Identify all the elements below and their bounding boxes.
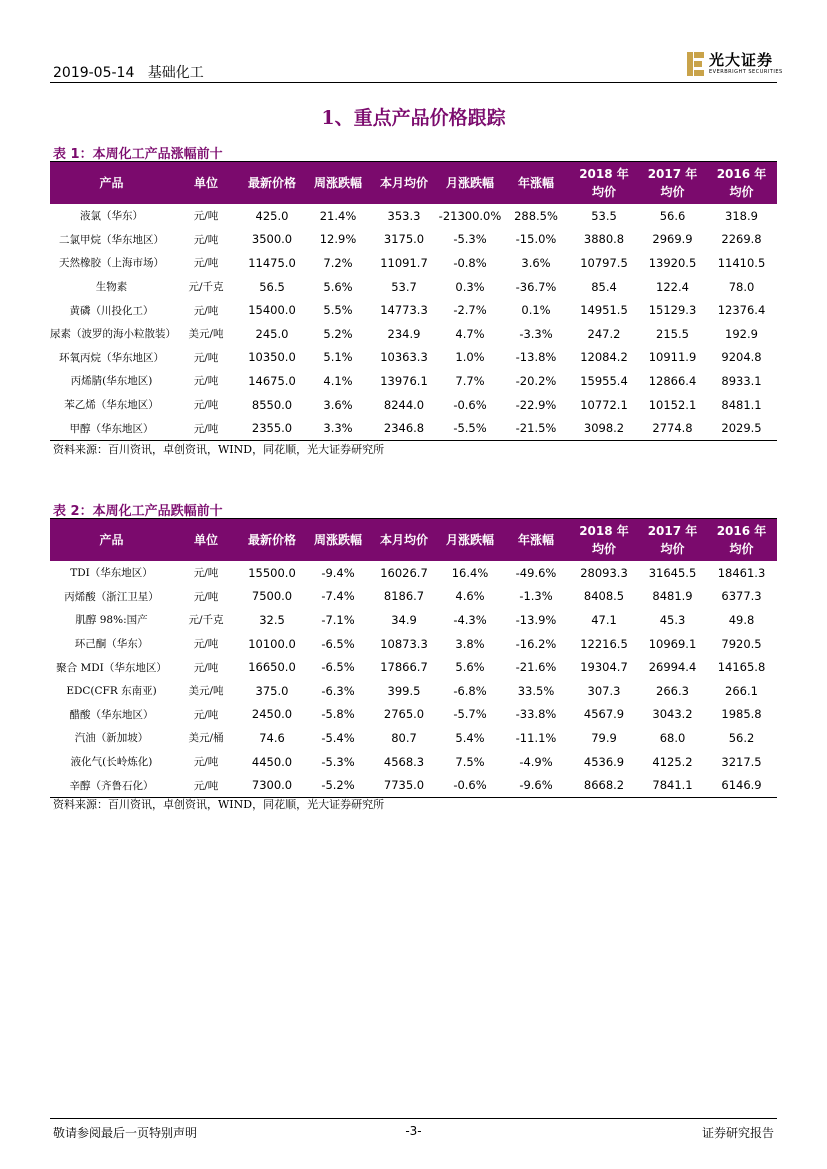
- value-cell: 4125.2: [652, 754, 693, 769]
- table-row: [50, 585, 777, 609]
- value-cell: -6.3%: [321, 683, 355, 698]
- table-row: [50, 322, 777, 346]
- table2: [50, 519, 777, 798]
- value-cell: 3217.5: [721, 754, 762, 769]
- unit-cell: 元/吨: [193, 590, 219, 603]
- value-cell: 12084.2: [580, 350, 628, 365]
- table-row: [50, 655, 777, 679]
- table-row: [50, 726, 777, 750]
- unit-cell: 元/吨: [193, 567, 219, 580]
- value-cell: -36.7%: [515, 279, 557, 294]
- value-cell: 215.5: [656, 326, 689, 341]
- product-cell: 尿素（波罗的海小粒散装）: [50, 328, 176, 341]
- column-header: 月涨跌幅: [437, 162, 503, 204]
- column-header: 周涨跌幅: [305, 162, 371, 204]
- value-cell: 10152.1: [648, 397, 697, 412]
- table-row: [50, 369, 777, 393]
- value-cell: 47.1: [591, 612, 617, 627]
- column-header: 最新价格: [239, 519, 305, 561]
- value-cell: -6.5%: [321, 636, 355, 651]
- value-cell: 12.9%: [319, 232, 357, 247]
- product-cell: 丙烯酸（浙江卫星）: [64, 590, 159, 603]
- value-cell: 49.8: [728, 612, 755, 627]
- value-cell: 3175.0: [383, 232, 425, 247]
- value-cell: 8408.5: [583, 589, 625, 604]
- value-cell: -21.5%: [503, 416, 569, 440]
- column-header: 产品: [50, 162, 173, 204]
- value-cell: 10911.9: [648, 350, 697, 365]
- footer-divider: [50, 1118, 777, 1119]
- value-cell: 18461.3: [717, 565, 766, 580]
- value-cell: 8244.0: [383, 397, 425, 412]
- column-header: 2018 年 均价: [569, 519, 639, 561]
- column-header: 产品: [50, 519, 173, 561]
- product-cell: 苯乙烯（华东地区）: [64, 399, 159, 412]
- value-cell: 4.1%: [323, 373, 353, 388]
- value-cell: -6.5%: [321, 660, 355, 675]
- logo-icon: [687, 52, 705, 76]
- value-cell: 3880.8: [583, 232, 625, 247]
- value-cell: 4.6%: [455, 589, 485, 604]
- value-cell: 12376.4: [717, 303, 766, 318]
- value-cell: 2029.5: [706, 416, 777, 440]
- value-cell: -11.1%: [515, 730, 557, 745]
- value-cell: 266.3: [656, 683, 689, 698]
- unit-cell: 美元/桶: [188, 732, 224, 745]
- value-cell: 79.9: [591, 730, 617, 745]
- table-row: [50, 416, 777, 440]
- value-cell: 8481.9: [652, 589, 693, 604]
- value-cell: 0.1%: [521, 303, 551, 318]
- value-cell: 8550.0: [251, 397, 293, 412]
- value-cell: -6.8%: [453, 683, 487, 698]
- column-header: 单位: [173, 162, 239, 204]
- value-cell: -0.6%: [453, 397, 487, 412]
- disclaimer-note: 敬请参阅最后一页特别声明: [53, 1126, 198, 1140]
- value-cell: 4450.0: [251, 754, 293, 769]
- value-cell: -7.1%: [321, 612, 355, 627]
- value-cell: 15955.4: [580, 373, 628, 388]
- value-cell: 2969.9: [652, 232, 693, 247]
- table-row: [50, 679, 777, 703]
- value-cell: -5.2%: [305, 773, 371, 797]
- product-cell: 天然橡胶（上海市场）: [59, 257, 164, 270]
- value-cell: -16.2%: [515, 636, 557, 651]
- value-cell: 8481.1: [721, 397, 762, 412]
- value-cell: 1.0%: [455, 350, 485, 365]
- unit-cell: 元/吨: [193, 257, 219, 270]
- value-cell: 12866.4: [648, 373, 697, 388]
- report-sector: 基础化工: [147, 65, 204, 81]
- table-row: [50, 750, 777, 774]
- value-cell: 12216.5: [580, 636, 628, 651]
- brand-logo: [687, 50, 783, 78]
- value-cell: 10772.1: [580, 397, 628, 412]
- value-cell: 31645.5: [648, 565, 697, 580]
- value-cell: 7735.0: [371, 773, 437, 797]
- value-cell: -4.3%: [453, 612, 487, 627]
- product-cell: 聚合 MDI（华东地区）: [56, 661, 167, 674]
- table1-header-row: [50, 162, 777, 204]
- value-cell: 28093.3: [580, 565, 628, 580]
- unit-cell: 元/吨: [193, 638, 219, 651]
- value-cell: 425.0: [255, 208, 289, 223]
- value-cell: -15.0%: [515, 232, 557, 247]
- product-cell: 黄磷（川投化工）: [69, 304, 154, 317]
- value-cell: -2.7%: [453, 303, 487, 318]
- value-cell: 14773.3: [380, 303, 428, 318]
- value-cell: -9.6%: [503, 773, 569, 797]
- table2-source: 资料来源：百川资讯，卓创资讯，WIND，同花顺，光大证券研究所: [53, 798, 385, 811]
- unit-cell: 元/吨: [193, 399, 219, 412]
- value-cell: -13.9%: [515, 612, 557, 627]
- value-cell: 2346.8: [371, 416, 437, 440]
- value-cell: -20.2%: [515, 373, 557, 388]
- value-cell: 19304.7: [580, 660, 628, 675]
- table-row: [50, 275, 777, 299]
- value-cell: 78.0: [728, 279, 755, 294]
- value-cell: 5.6%: [323, 279, 353, 294]
- value-cell: 32.5: [259, 612, 285, 627]
- logo-english: EVERBRIGHT SECURITIES: [709, 69, 783, 75]
- unit-cell: 元/吨: [193, 351, 219, 364]
- value-cell: 234.9: [387, 326, 421, 341]
- value-cell: -5.5%: [437, 416, 503, 440]
- value-cell: 247.2: [587, 326, 621, 341]
- unit-cell: 元/吨: [193, 661, 219, 674]
- column-header: 2018 年 均价: [569, 162, 639, 204]
- value-cell: 14165.8: [717, 660, 766, 675]
- value-cell: 8186.7: [383, 589, 425, 604]
- value-cell: -21300.0%: [438, 208, 502, 223]
- value-cell: 3.8%: [455, 636, 485, 651]
- value-cell: 122.4: [656, 279, 689, 294]
- value-cell: 16650.0: [248, 660, 296, 675]
- column-header: 2016 年 均价: [706, 162, 777, 204]
- value-cell: 80.7: [391, 730, 417, 745]
- value-cell: 9204.8: [721, 350, 762, 365]
- value-cell: 7920.5: [721, 636, 762, 651]
- value-cell: 15129.3: [648, 303, 697, 318]
- value-cell: 15500.0: [248, 565, 296, 580]
- unit-cell: 元/吨: [173, 773, 239, 797]
- value-cell: 192.9: [725, 326, 758, 341]
- value-cell: 53.5: [591, 208, 617, 223]
- column-header: 2016 年 均价: [706, 519, 777, 561]
- unit-cell: 元/吨: [193, 375, 219, 388]
- product-cell: 醋酸（华东地区）: [69, 708, 154, 721]
- value-cell: 375.0: [255, 683, 289, 698]
- column-header: 2017 年 均价: [639, 162, 706, 204]
- product-cell: 辛醇（齐鲁石化）: [50, 773, 173, 797]
- value-cell: 266.1: [725, 683, 758, 698]
- value-cell: 10363.3: [380, 350, 428, 365]
- table-row: [50, 561, 777, 585]
- value-cell: 3.6%: [521, 255, 551, 270]
- header-divider: [50, 82, 777, 83]
- product-cell: 甲醇（华东地区）: [50, 416, 173, 440]
- value-cell: -33.8%: [515, 707, 557, 722]
- value-cell: 307.3: [587, 683, 621, 698]
- column-header: 年涨幅: [503, 162, 569, 204]
- unit-cell: 元/吨: [173, 416, 239, 440]
- value-cell: -0.6%: [437, 773, 503, 797]
- value-cell: 6146.9: [706, 773, 777, 797]
- value-cell: 56.5: [259, 279, 285, 294]
- table1-caption: 表 1：本周化工产品涨幅前十: [53, 147, 223, 162]
- value-cell: 15400.0: [248, 303, 296, 318]
- product-cell: 汽油（新加坡）: [74, 732, 149, 745]
- table1-body: [50, 204, 777, 440]
- value-cell: -1.3%: [519, 589, 553, 604]
- value-cell: 34.9: [391, 612, 417, 627]
- value-cell: 33.5%: [517, 683, 555, 698]
- table-row: [50, 298, 777, 322]
- column-header: 本月均价: [371, 519, 437, 561]
- value-cell: 4567.9: [583, 707, 625, 722]
- value-cell: 2355.0: [239, 416, 305, 440]
- value-cell: 53.7: [391, 279, 417, 294]
- value-cell: -21.6%: [515, 660, 557, 675]
- table1-source: 资料来源：百川资讯，卓创资讯，WIND，同花顺，光大证券研究所: [53, 443, 385, 456]
- report-header: [53, 62, 204, 82]
- value-cell: 13976.1: [380, 373, 428, 388]
- table-row: [50, 773, 777, 797]
- value-cell: -49.6%: [515, 565, 557, 580]
- value-cell: 56.6: [659, 208, 686, 223]
- value-cell: -13.8%: [515, 350, 557, 365]
- value-cell: -0.8%: [453, 255, 487, 270]
- product-cell: 环氧丙烷（华东地区）: [59, 351, 164, 364]
- value-cell: -7.4%: [321, 589, 355, 604]
- product-cell: 丙烯腈(华东地区): [70, 375, 153, 388]
- table2-body: [50, 561, 777, 797]
- column-header: 月涨跌幅: [437, 519, 503, 561]
- table-row: [50, 228, 777, 252]
- table-row: [50, 393, 777, 417]
- value-cell: -5.8%: [321, 707, 355, 722]
- value-cell: 11410.5: [717, 255, 766, 270]
- unit-cell: 元/吨: [193, 304, 219, 317]
- value-cell: 17866.7: [380, 660, 428, 675]
- value-cell: 11091.7: [380, 255, 428, 270]
- value-cell: 14675.0: [248, 373, 296, 388]
- value-cell: 5.2%: [323, 326, 353, 341]
- unit-cell: 元/千克: [188, 281, 224, 294]
- value-cell: 1985.8: [721, 707, 762, 722]
- product-cell: 生物素: [95, 281, 128, 294]
- value-cell: 7300.0: [239, 773, 305, 797]
- value-cell: 2269.8: [721, 232, 762, 247]
- unit-cell: 元/吨: [193, 233, 219, 246]
- value-cell: 5.5%: [323, 303, 353, 318]
- value-cell: 245.0: [255, 326, 289, 341]
- value-cell: 56.2: [728, 730, 755, 745]
- value-cell: 45.3: [659, 612, 686, 627]
- value-cell: 4568.3: [383, 754, 425, 769]
- table-row: [50, 703, 777, 727]
- value-cell: 399.5: [387, 683, 421, 698]
- value-cell: 3.6%: [323, 397, 353, 412]
- value-cell: 4536.9: [583, 754, 625, 769]
- value-cell: -22.9%: [515, 397, 557, 412]
- product-cell: TDI（华东地区）: [70, 567, 153, 580]
- value-cell: 10873.3: [380, 636, 428, 651]
- value-cell: 7.7%: [455, 373, 485, 388]
- product-cell: 液氯（华东）: [80, 210, 143, 223]
- value-cell: 3.3%: [305, 416, 371, 440]
- unit-cell: 美元/吨: [188, 685, 224, 698]
- page-number: -3-: [405, 1124, 422, 1138]
- value-cell: -5.3%: [453, 232, 487, 247]
- value-cell: 2765.0: [383, 707, 425, 722]
- column-header: 周涨跌幅: [305, 519, 371, 561]
- table-row: [50, 251, 777, 275]
- value-cell: 6377.3: [721, 589, 762, 604]
- value-cell: 13920.5: [648, 255, 697, 270]
- value-cell: 353.3: [387, 208, 421, 223]
- product-cell: 二氯甲烷（华东地区）: [59, 233, 164, 246]
- value-cell: 8933.1: [721, 373, 762, 388]
- value-cell: 7.2%: [323, 255, 353, 270]
- unit-cell: 元/千克: [188, 614, 224, 627]
- value-cell: 16026.7: [380, 565, 428, 580]
- column-header: 年涨幅: [503, 519, 569, 561]
- value-cell: 14951.5: [580, 303, 628, 318]
- value-cell: 0.3%: [455, 279, 485, 294]
- table-row: [50, 346, 777, 370]
- value-cell: 10350.0: [248, 350, 296, 365]
- section-title: 1、重点产品价格跟踪: [321, 107, 506, 129]
- product-cell: EDC(CFR 东南亚): [66, 685, 157, 698]
- logo-name: 光大证券: [709, 51, 774, 69]
- report-type: 证券研究报告: [701, 1126, 774, 1140]
- value-cell: 8668.2: [569, 773, 639, 797]
- value-cell: 68.0: [659, 730, 686, 745]
- value-cell: 21.4%: [319, 208, 357, 223]
- value-cell: 5.6%: [455, 660, 485, 675]
- table2-header-row: [50, 519, 777, 561]
- value-cell: -5.7%: [453, 707, 487, 722]
- value-cell: 16.4%: [451, 565, 489, 580]
- column-header: 单位: [173, 519, 239, 561]
- unit-cell: 美元/吨: [188, 328, 224, 341]
- value-cell: 26994.4: [648, 660, 697, 675]
- table-row: [50, 632, 777, 656]
- value-cell: 3098.2: [569, 416, 639, 440]
- unit-cell: 元/吨: [193, 210, 219, 223]
- column-header: 本月均价: [371, 162, 437, 204]
- value-cell: 11475.0: [248, 255, 296, 270]
- product-cell: 肌醇 98%:国产: [75, 614, 148, 627]
- value-cell: 10100.0: [248, 636, 296, 651]
- value-cell: -5.3%: [321, 754, 355, 769]
- value-cell: 7841.1: [639, 773, 706, 797]
- value-cell: 3043.2: [652, 707, 693, 722]
- table2-caption: 表 2：本周化工产品跌幅前十: [53, 504, 223, 519]
- value-cell: 7500.0: [251, 589, 293, 604]
- unit-cell: 元/吨: [193, 756, 219, 769]
- product-cell: 液化气(长岭炼化): [70, 756, 153, 769]
- value-cell: 2450.0: [251, 707, 293, 722]
- value-cell: 5.1%: [323, 350, 353, 365]
- value-cell: -9.4%: [321, 565, 355, 580]
- value-cell: -5.4%: [321, 730, 355, 745]
- report-date: 2019-05-14: [53, 65, 135, 81]
- value-cell: 10969.1: [648, 636, 697, 651]
- value-cell: 85.4: [591, 279, 617, 294]
- value-cell: -4.9%: [519, 754, 553, 769]
- product-cell: 环己酮（华东）: [74, 638, 149, 651]
- value-cell: 318.9: [725, 208, 758, 223]
- value-cell: 7.5%: [455, 754, 485, 769]
- unit-cell: 元/吨: [193, 708, 219, 721]
- table-row: [50, 204, 777, 228]
- column-header: 最新价格: [239, 162, 305, 204]
- value-cell: 5.4%: [455, 730, 485, 745]
- value-cell: 4.7%: [455, 326, 485, 341]
- table1: [50, 162, 777, 441]
- value-cell: 3500.0: [251, 232, 293, 247]
- value-cell: -3.3%: [519, 326, 553, 341]
- value-cell: 10797.5: [580, 255, 628, 270]
- column-header: 2017 年 均价: [639, 519, 706, 561]
- value-cell: 2774.8: [639, 416, 706, 440]
- value-cell: 74.6: [259, 730, 285, 745]
- table-row: [50, 608, 777, 632]
- value-cell: 288.5%: [514, 208, 558, 223]
